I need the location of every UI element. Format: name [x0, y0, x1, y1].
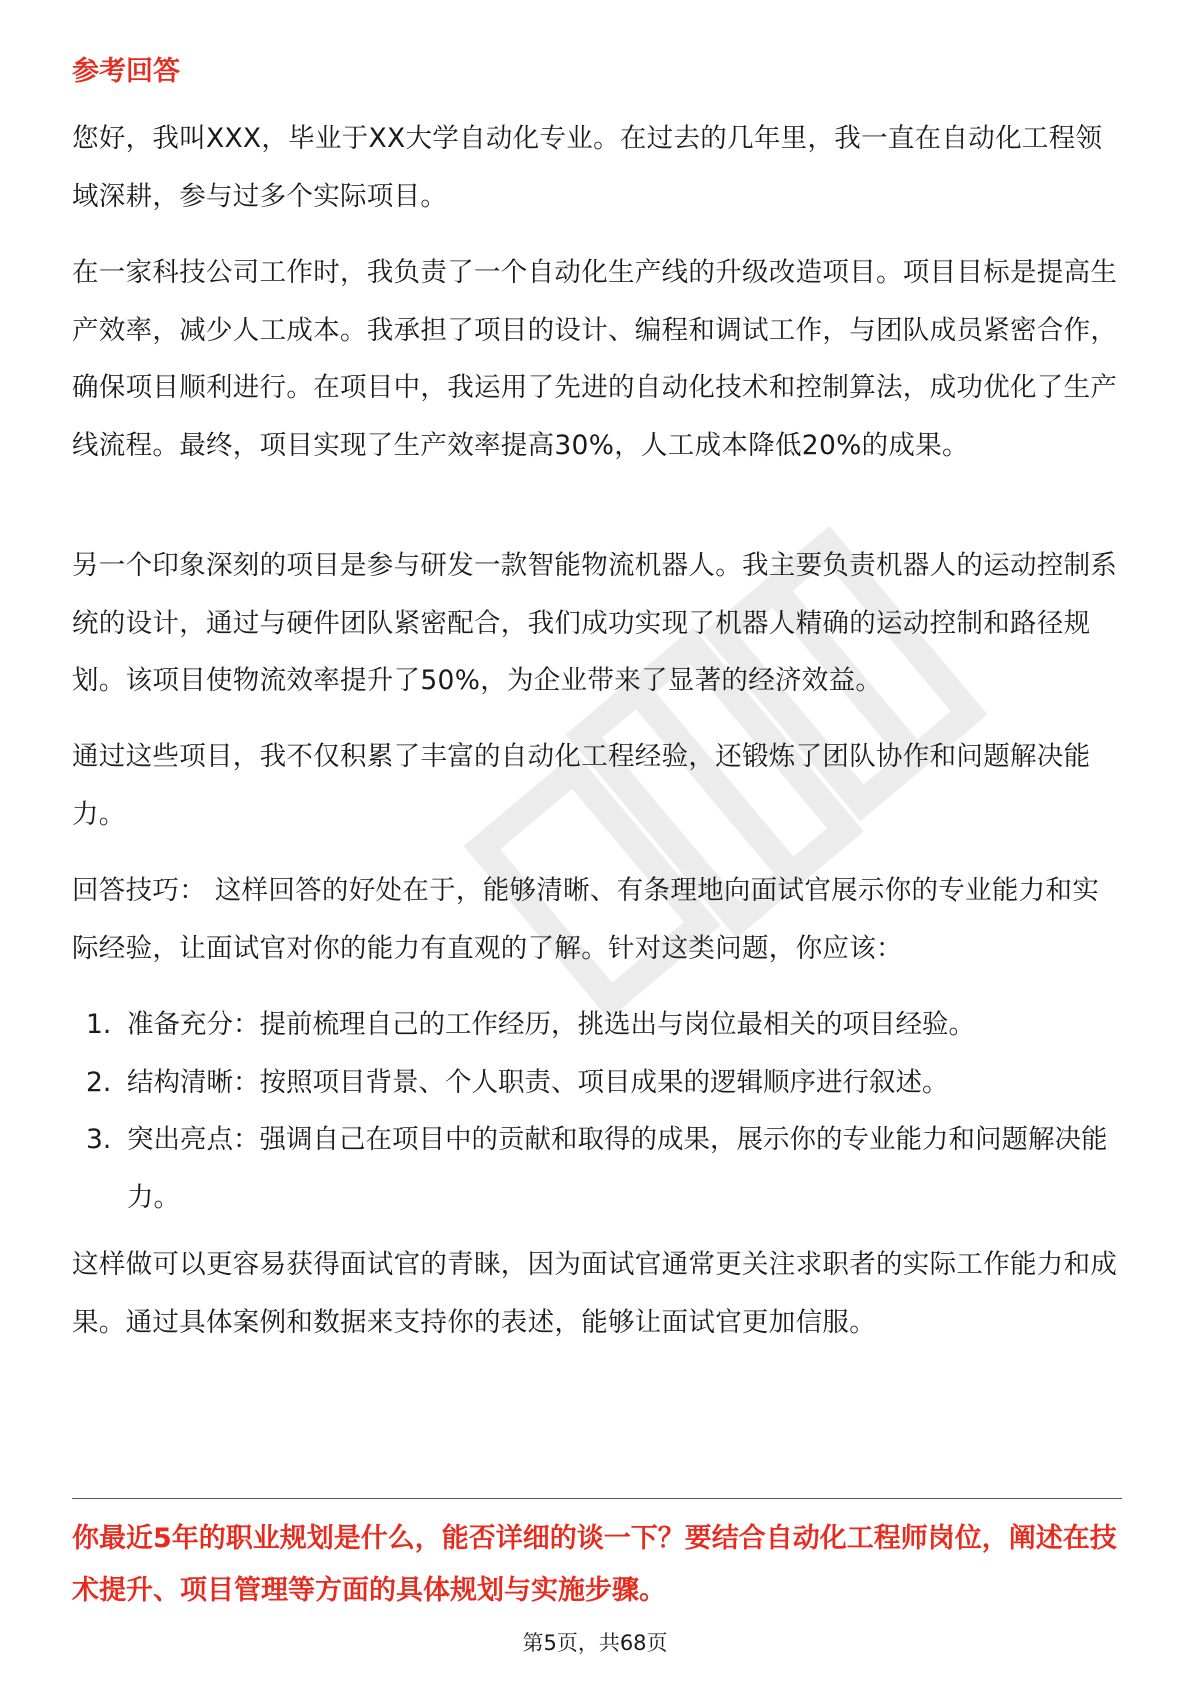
- tips-list: [72, 996, 1122, 1226]
- list-item: [72, 1054, 1122, 1112]
- next-question: 你最近5年的职业规划是什么，能否详细的谈一下？要结合自动化工程师岗位，阐述在技术提升、项目管理等方面的具体规划与实施步骤。: [72, 1523, 1117, 1606]
- tips-intro-paragraph: 回答技巧： 这样回答的好处在于，能够清晰、有条理地向面试官展示你的专业能力和实际经验，让面试官对你的能力有直观的了解。针对这类问题，你应该：: [72, 875, 1100, 964]
- list-item-text: 准备充分：提前梳理自己的工作经历，挑选出与岗位最相关的项目经验。: [127, 1009, 975, 1040]
- list-item-number: 2.: [86, 1066, 112, 1098]
- list-item-number: 3.: [86, 1124, 112, 1155]
- list-item: [72, 996, 1122, 1054]
- list-item-number: 1.: [86, 1009, 112, 1040]
- answer-heading: 参考回答: [72, 56, 180, 87]
- closing-paragraph: 这样做可以更容易获得面试官的青睐，因为面试官通常更关注求职者的实际工作能力和成果。通过具体案例和数据来支持你的表述，能够让面试官更加信服。: [72, 1249, 1118, 1338]
- list-item-text: 结构清晰：按照项目背景、个人职责、项目成果的逻辑顺序进行叙述。: [127, 1066, 949, 1098]
- list-item-text: 突出亮点：强调自己在项目中的贡献和取得的成果，展示你的专业能力和问题解决能力。: [127, 1124, 1108, 1213]
- summary-paragraph: 通过这些项目，我不仅积累了丰富的自动化工程经验，还锻炼了团队协作和问题解决能力。: [72, 741, 1091, 830]
- project-two-paragraph: 另一个印象深刻的项目是参与研发一款智能物流机器人。我主要负责机器人的运动控制系统的设计，通过与硬件团队紧密配合，我们成功实现了机器人精确的运动控制和路径规划。该项目使物流效率提升了50%，为企业带来了显著的经济效益。: [72, 550, 1118, 696]
- project-one-paragraph: 在一家科技公司工作时，我负责了一个自动化生产线的升级改造项目。项目目标是提高生产效率，减少人工成本。我承担了项目的设计、编程和调试工作，与团队成员紧密合作，确保项目顺利进行。在项目中，我运用了先进的自动化技术和控制算法，成功优化了生产线流程。最终，项目实现了生产效率提高30%，人工成本降低20%的成果。: [72, 257, 1118, 461]
- intro-paragraph: 您好，我叫XXX，毕业于XX大学自动化专业。在过去的几年里，我一直在自动化工程领域深耕，参与过多个实际项目。: [72, 123, 1103, 212]
- section-divider: [72, 1498, 1122, 1499]
- page-number: 第5页，共68页: [522, 1631, 668, 1655]
- list-item: [72, 1111, 1122, 1226]
